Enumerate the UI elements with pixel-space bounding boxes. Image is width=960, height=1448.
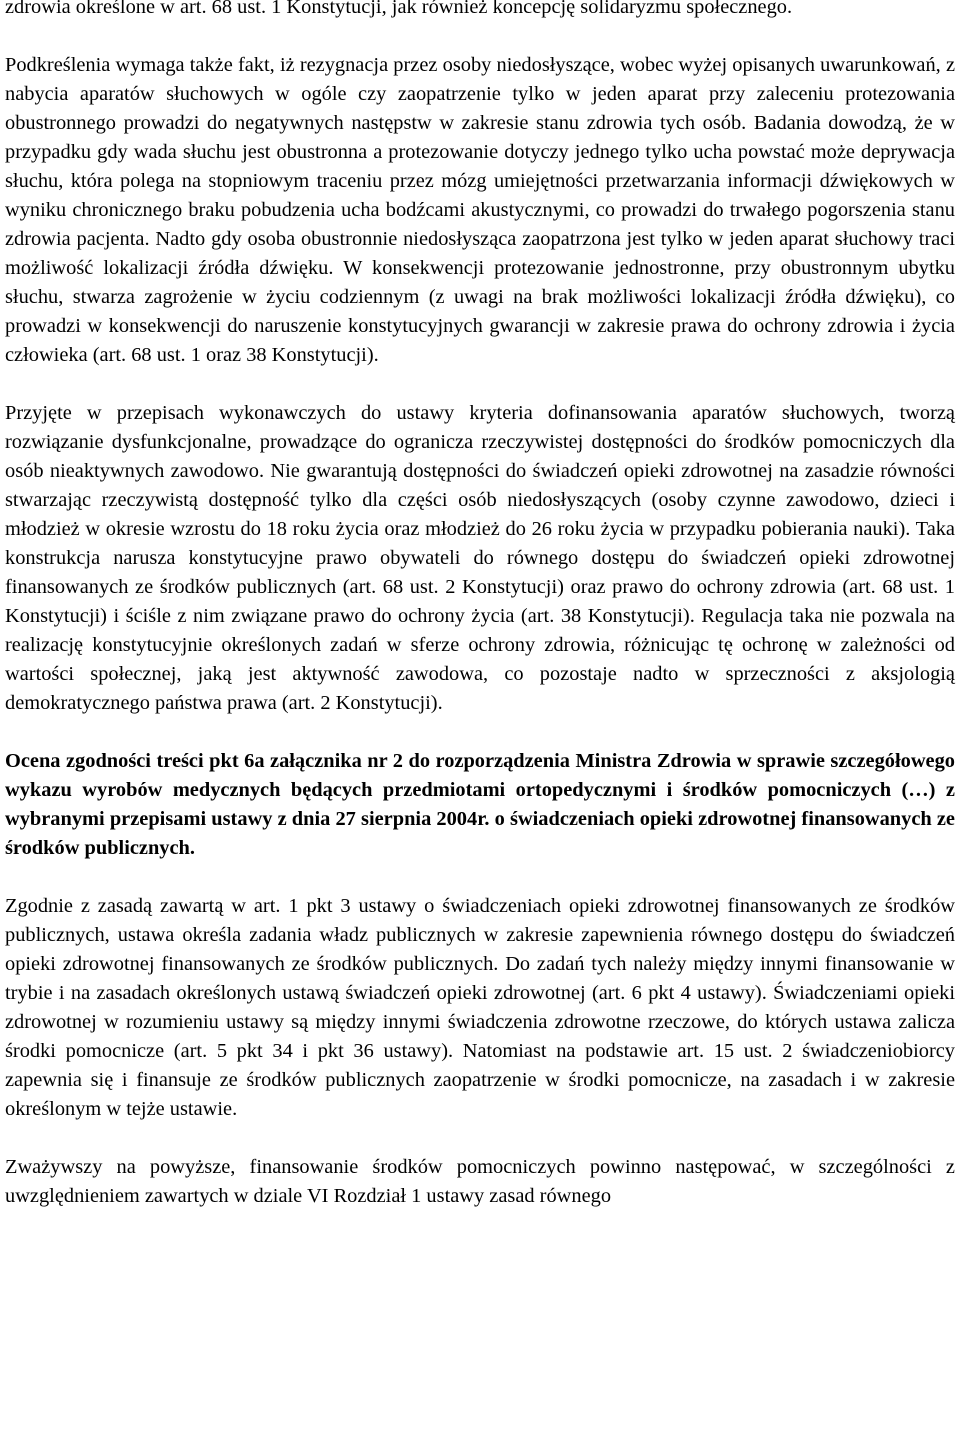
paragraph-hearing-deprivation: Podkreślenia wymaga także fakt, iż rezygnacja przez osoby niedosłyszące, wobec wyżej opisanych uwarunkowań, z nabycia aparatów słuchowych w ogóle czy zaopatrzenie tylko w jeden aparat przy zaleceniu protezowania obustronnego prowadzi do negatywnych następstw w zakresie stanu zdrowia tych osób. Badania dowodzą, że w przypadku gdy wada słuchu jest obustronna a protezowanie dotyczy jednego tylko ucha powstać może deprywacja słuchu, która polega na stopniowym traceniu przez mózg umiejętności przetwarzania informacji dźwiękowych w wyniku chronicznego braku pobudzenia ucha bodźcami akustycznymi, co prowadzi do trwałego pogorszenia stanu zdrowia pacjenta. Nadto gdy osoba obustronnie niedosłysząca zaopatrzona jest tylko w jeden aparat słuchowy traci możliwość lokalizacji źródła dźwięku. W konsekwencji protezowanie jednostronne, przy obustronnym ubytku słuchu, stwarza zagrożenie w życiu codziennym (z uwagi na brak możliwości lokalizacji źródła dźwięku), co prowadzi w konsekwencji do naruszenie konstytucyjnych gwarancji w zakresie prawa do ochrony zdrowia i życia człowieka (art. 68 ust. 1 oraz 38 Konstytucji). bbox=[5, 54, 955, 366]
section-heading: Ocena zgodności treści pkt 6a załącznika nr 2 do rozporządzenia Ministra Zdrowia w sprawie szczegółowego wykazu wyrobów medycznych będących przedmiotami ortopedycznymi i środków pomocniczych (…) z wybranymi przepisami ustawy z dnia 27 sierpnia 2004r. o świadczeniach opieki zdrowotnej finansowanych ze środków publicznych. bbox=[5, 750, 955, 859]
paragraph-act-principles: Zgodnie z zasadą zawartą w art. 1 pkt 3 ustawy o świadczeniach opieki zdrowotnej finansowanych ze środków publicznych, ustawa określa zadania władz publicznych w zakresie zapewnienia równego dostępu do świadczeń opieki zdrowotnej finansowanych ze środków publicznych. Do zadań tych należy między innymi finansowanie w trybie i na zasadach określonych ustawą świadczeń opieki zdrowotnej (art. 6 pkt 4 ustawy). Świadczeniami opieki zdrowotnej w rozumieniu ustawy są między innymi świadczenia zdrowotne rzeczowe, do których ustawa zalicza środki pomocnicze (art. 5 pkt 34 i pkt 36 ustawy). Natomiast na podstawie art. 15 ust. 2 świadczeniobiorcy zapewnia się i finansuje ze środków publicznych zaopatrzenie w środki pomocnicze, na zasadach i w zakresie określonym w tejże ustawie. bbox=[5, 895, 955, 1120]
paragraph-funding-criteria: Przyjęte w przepisach wykonawczych do ustawy kryteria dofinansowania aparatów słuchowych, tworzą rozwiązanie dysfunkcjonalne, prowadzące do ogranicza rzeczywistej dostępności do środków pomocniczych dla osób nieaktywnych zawodowo. Nie gwarantują dostępności do świadczeń opieki zdrowotnej na zasadzie równości stwarzając rzeczywistą dostępność tylko dla części osób niedosłyszących (osoby czynne zawodowo, dzieci i młodzież w okresie wzrostu do 18 roku życia oraz młodzież do 26 roku życia w przypadku pobierania nauki). Taka konstrukcja narusza konstytucyjne prawo obywateli do równego dostępu do świadczeń opieki zdrowotnej finansowanych ze środków publicznych (art. 68 ust. 2 Konstytucji) oraz prawo do ochrony zdrowia (art. 68 ust. 1 Konstytucji) i ściśle z nim związane prawo do ochrony życia (art. 38 Konstytucji). Regulacja taka nie pozwala na realizację konstytucyjnie określonych zadań w sferze ochrony zdrowia, różnicując tę ochronę w zależności od wartości społecznej, jaką jest aktywność zawodowa, co pozostaje nadto w sprzeczności z aksjologią demokratycznego państwa prawa (art. 2 Konstytucji). bbox=[5, 402, 955, 714]
document-page bbox=[5, 0, 955, 1240]
paragraph-conclusion: Zważywszy na powyższe, finansowanie środków pomocniczych powinno następować, w szczególności z uwzględnieniem zawartych w dziale VI Rozdział 1 ustawy zasad równego bbox=[5, 1156, 955, 1207]
paragraph-intro-continuation: zdrowia określone w art. 68 ust. 1 Konstytucji, jak również koncepcję solidaryzmu społecznego. bbox=[5, 0, 793, 18]
